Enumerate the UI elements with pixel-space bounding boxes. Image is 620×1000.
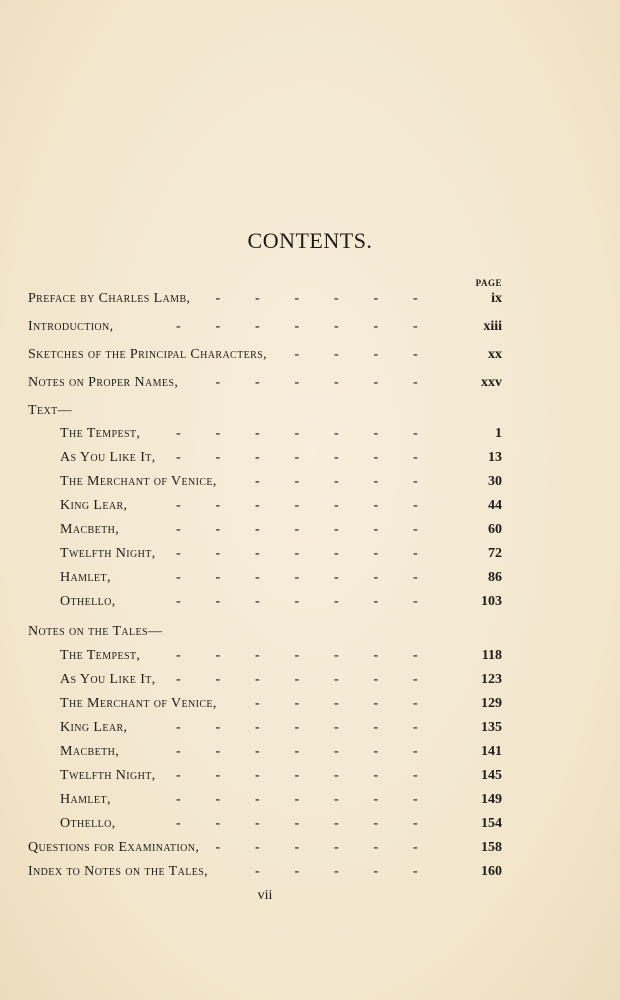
toc-entry-page: 158	[481, 840, 502, 855]
toc-subentry: As You Like It, 123 - - - - - - -	[60, 669, 502, 691]
toc-entry-page: 141	[481, 744, 502, 759]
toc-subentry: Macbeth, 141 - - - - - - -	[60, 741, 502, 763]
toc-subentry: As You Like It, 13 - - - - - - -	[60, 447, 502, 469]
toc-entry-page: xiii	[483, 319, 502, 334]
page-number: vii	[257, 888, 273, 903]
toc-entry	[28, 400, 502, 422]
toc-subentry: Twelfth Night, 145 - - - - - - -	[60, 765, 502, 787]
toc-entry	[28, 621, 502, 643]
toc-entry-label: Twelfth Night,	[60, 546, 156, 561]
toc-entry-label: Othello,	[60, 816, 116, 831]
toc-entry-label: Othello,	[60, 594, 116, 609]
toc-entry-page: 118	[481, 648, 502, 663]
toc-entry-page: 1	[495, 426, 502, 441]
toc-entry: Sketches of the Principal Characters, xx - - - -	[28, 344, 502, 366]
toc-entry: Preface by Charles Lamb, ix - - - - - -	[28, 288, 502, 310]
toc-entry-label: The Tempest,	[60, 648, 141, 663]
toc-entry-page: 160	[481, 864, 502, 879]
toc-entry-page: 145	[481, 768, 502, 783]
toc-subentry: King Lear, 135 - - - - - - -	[60, 717, 502, 739]
toc-entry-label: The Merchant of Venice,	[60, 474, 217, 489]
toc-entry-label: Questions for Examination,	[28, 840, 200, 855]
toc-subentry: Hamlet, 86 - - - - - - -	[60, 567, 502, 589]
toc-entry-page: 44	[488, 498, 502, 513]
toc-entry-label: Sketches of the Principal Characters,	[28, 347, 268, 362]
page-column-heading: PAGE	[475, 278, 502, 288]
toc-entry-label: Hamlet,	[60, 792, 111, 807]
toc-subentry: The Merchant of Venice, 30 - - - - -	[60, 471, 502, 493]
toc-subentry: The Tempest, 118 - - - - - - -	[60, 645, 502, 667]
toc-entry: Index to Notes on the Tales, 160 - - - - -	[28, 861, 502, 883]
toc-entry-label: The Merchant of Venice,	[60, 696, 217, 711]
toc-entry-page: 135	[481, 720, 502, 735]
toc-entry-label: Twelfth Night,	[60, 768, 156, 783]
toc-subentry: King Lear, 44 - - - - - - -	[60, 495, 502, 517]
toc-entry-page: 154	[481, 816, 502, 831]
toc-subentry: Macbeth, 60 - - - - - - -	[60, 519, 502, 541]
toc-entry-label: King Lear,	[60, 498, 128, 513]
toc-entry-page: 30	[488, 474, 502, 489]
toc-entry-page: 123	[481, 672, 502, 687]
toc-entry: Introduction, xiii - - - - - - -	[28, 316, 502, 338]
toc-subentry: Twelfth Night, 72 - - - - - - -	[60, 543, 502, 565]
toc-subentry: Hamlet, 149 - - - - - - -	[60, 789, 502, 811]
toc-subentry: Othello, 103 - - - - - - -	[60, 591, 502, 613]
toc-subentry: The Merchant of Venice, 129 - - - - -	[60, 693, 502, 715]
toc-subentry: The Tempest, 1 - - - - - - -	[60, 423, 502, 445]
toc-entry: Questions for Examination, 158 - - - - - -	[28, 837, 502, 859]
toc-entry-label: Hamlet,	[60, 570, 111, 585]
toc-entry-label: As You Like It,	[60, 672, 156, 687]
toc-entry: Notes on Proper Names, xxv - - - - - -	[28, 372, 502, 394]
toc-subentry: Othello, 154 - - - - - - -	[60, 813, 502, 835]
toc-entry-page: ix	[491, 291, 502, 306]
page-title: CONTENTS.	[247, 228, 373, 253]
toc-entry-page: xxv	[481, 375, 502, 390]
toc-entry-page: 13	[488, 450, 502, 465]
toc-entry-page: 103	[481, 594, 502, 609]
toc-entry-label: Macbeth,	[60, 522, 120, 537]
toc-entry-page: 86	[488, 570, 502, 585]
toc-entry-page: 129	[481, 696, 502, 711]
toc-entry-page: 72	[488, 546, 502, 561]
toc-entry-label: Preface by Charles Lamb,	[28, 291, 191, 306]
toc-entry-label: Index to Notes on the Tales,	[28, 864, 209, 879]
toc-entry-label: Macbeth,	[60, 744, 120, 759]
toc-entry-label: King Lear,	[60, 720, 128, 735]
toc-entry-label: Notes on the Tales—	[28, 624, 163, 639]
toc-entry-label: As You Like It,	[60, 450, 156, 465]
toc-entry-page: 60	[488, 522, 502, 537]
toc-entry-label: Notes on Proper Names,	[28, 375, 179, 390]
toc-entry-label: Text—	[28, 403, 72, 418]
toc-entry-label: The Tempest,	[60, 426, 141, 441]
toc-entry-page: 149	[481, 792, 502, 807]
toc-entry-page: xx	[488, 347, 502, 362]
toc-entry-label: Introduction,	[28, 319, 114, 334]
